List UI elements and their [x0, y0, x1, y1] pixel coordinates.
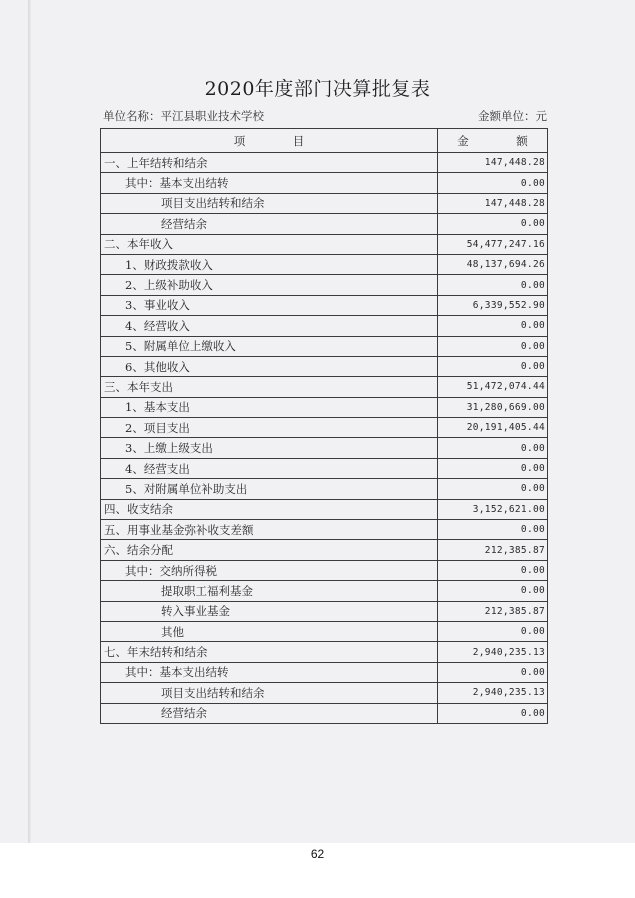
row-label: 七、年末结转和结余 [101, 642, 438, 662]
row-label: 三、本年支出 [101, 377, 438, 397]
table-row [101, 581, 548, 601]
table-row [101, 153, 548, 173]
table-body [101, 153, 548, 724]
table-row [101, 275, 548, 295]
table-row [101, 642, 548, 662]
table-row [101, 316, 548, 336]
row-amount: 212,385.87 [438, 540, 548, 560]
row-amount: 0.00 [438, 520, 548, 540]
table-row [101, 438, 548, 458]
table-row [101, 520, 548, 540]
row-amount: 2,940,235.13 [438, 642, 548, 662]
row-amount: 6,339,552.90 [438, 295, 548, 315]
row-label: 4、经营收入 [101, 316, 438, 336]
unit-name: 单位名称：平江县职业技术学校 [103, 109, 264, 123]
page-number: 62 [310, 847, 325, 861]
document-title: 2020年度部门决算批复表 [204, 78, 431, 100]
table-row [101, 336, 548, 356]
row-label: 6、其他收入 [101, 356, 438, 376]
row-amount: 0.00 [438, 581, 548, 601]
row-label: 一、上年结转和结余 [101, 153, 438, 173]
row-amount: 147,448.28 [438, 153, 548, 173]
row-amount: 147,448.28 [438, 193, 548, 213]
row-amount: 54,477,247.16 [438, 234, 548, 254]
row-label: 其中：交纳所得税 [101, 560, 438, 580]
row-amount: 212,385.87 [438, 601, 548, 621]
row-amount: 2,940,235.13 [438, 683, 548, 703]
table-row [101, 703, 548, 723]
row-label: 经营结余 [101, 214, 438, 234]
row-amount: 0.00 [438, 703, 548, 723]
scan-edge-shadow [28, 0, 31, 843]
row-label: 其他 [101, 621, 438, 641]
currency-unit: 金额单位：元 [478, 109, 547, 123]
row-label: 4、经营支出 [101, 458, 438, 478]
row-label: 二、本年收入 [101, 234, 438, 254]
row-amount: 51,472,074.44 [438, 377, 548, 397]
table-row [101, 173, 548, 193]
row-amount: 0.00 [438, 336, 548, 356]
table-row [101, 560, 548, 580]
row-label: 四、收支结余 [101, 499, 438, 519]
row-amount: 0.00 [438, 479, 548, 499]
table-row [101, 683, 548, 703]
column-header-item: 项 目 [101, 129, 438, 153]
table-row [101, 458, 548, 478]
row-label: 转入事业基金 [101, 601, 438, 621]
row-amount: 48,137,694.26 [438, 254, 548, 274]
row-amount: 0.00 [438, 458, 548, 478]
row-label: 经营结余 [101, 703, 438, 723]
row-amount: 31,280,669.00 [438, 397, 548, 417]
table-row [101, 540, 548, 560]
row-amount: 3,152,621.00 [438, 499, 548, 519]
row-label: 1、财政拨款收入 [101, 254, 438, 274]
table-row [101, 621, 548, 641]
row-label: 2、上级补助收入 [101, 275, 438, 295]
row-amount: 0.00 [438, 275, 548, 295]
table-row [101, 234, 548, 254]
row-label: 项目支出结转和结余 [101, 193, 438, 213]
row-label: 项目支出结转和结余 [101, 683, 438, 703]
table-row [101, 193, 548, 213]
table-row [101, 479, 548, 499]
row-label: 六、结余分配 [101, 540, 438, 560]
row-label: 3、事业收入 [101, 295, 438, 315]
row-amount: 0.00 [438, 316, 548, 336]
table-row [101, 254, 548, 274]
budget-approval-table [100, 128, 548, 724]
row-amount: 0.00 [438, 356, 548, 376]
row-label: 其中：基本支出结转 [101, 662, 438, 682]
row-amount: 0.00 [438, 560, 548, 580]
row-label: 提取职工福利基金 [101, 581, 438, 601]
row-label: 五、用事业基金弥补收支差额 [101, 520, 438, 540]
row-label: 5、附属单位上缴收入 [101, 336, 438, 356]
table-row [101, 377, 548, 397]
row-label: 5、对附属单位补助支出 [101, 479, 438, 499]
row-amount: 0.00 [438, 621, 548, 641]
table-header-row [101, 129, 548, 153]
row-label: 1、基本支出 [101, 397, 438, 417]
row-amount: 0.00 [438, 438, 548, 458]
row-label: 2、项目支出 [101, 418, 438, 438]
table-row [101, 499, 548, 519]
row-amount: 0.00 [438, 662, 548, 682]
column-header-amount: 金 额 [438, 129, 548, 153]
table-row [101, 397, 548, 417]
row-label: 其中：基本支出结转 [101, 173, 438, 193]
table-row [101, 214, 548, 234]
table-row [101, 356, 548, 376]
row-amount: 0.00 [438, 214, 548, 234]
table-row [101, 418, 548, 438]
table-row [101, 662, 548, 682]
row-amount: 0.00 [438, 173, 548, 193]
row-amount: 20,191,405.44 [438, 418, 548, 438]
table-row [101, 295, 548, 315]
table-row [101, 601, 548, 621]
row-label: 3、上缴上级支出 [101, 438, 438, 458]
